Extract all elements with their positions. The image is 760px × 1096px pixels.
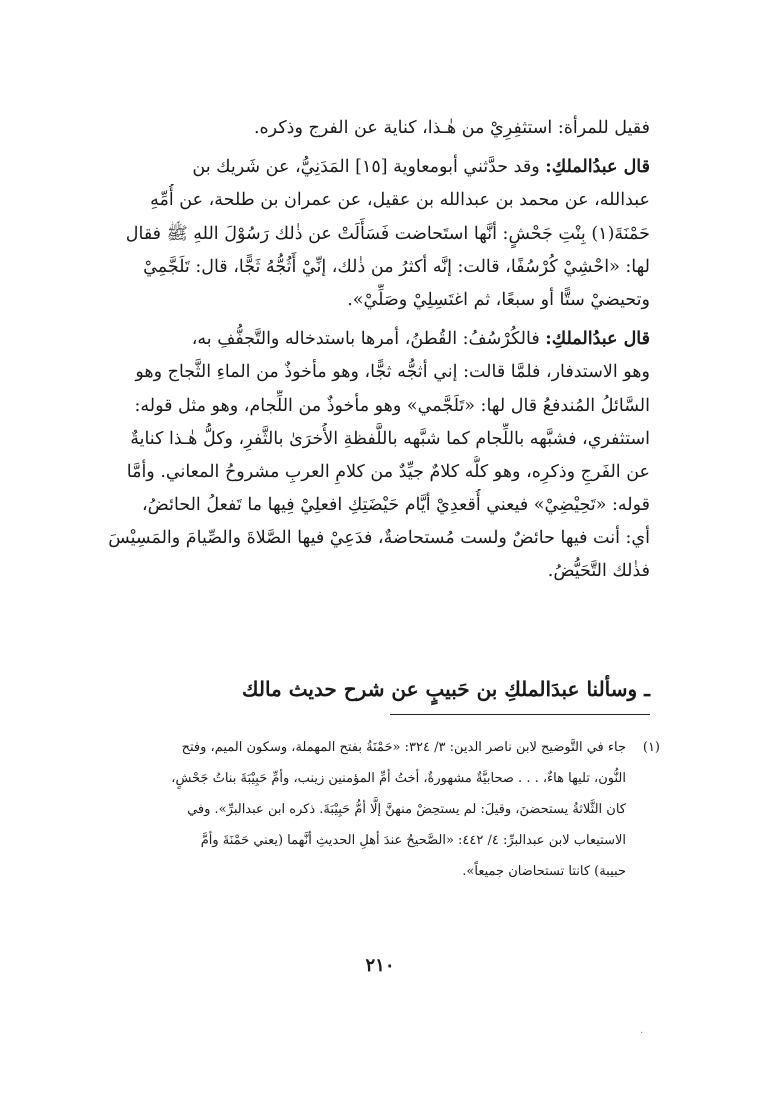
text-line: قوله: «تَحِيْضِيْ» فيعني أُقعدِيْ أيَّام حَيْضَتِكِ افعلِيْ فِيها ما تَفعلُ الحائضُ، (142, 495, 650, 516)
footnotes (104, 732, 660, 887)
footnote-line: جاء في التَّوضيح لابن ناصر الدين: ٣/ ٣٢٤: «حَمْنَةُ بفتح المهملة، وسكون الميم، وفتح (181, 740, 626, 755)
text-line: فذٰلك التَّحَيُّضُ. (547, 561, 650, 582)
text-line: لها: «احْشِيْ كُرْسُفًا، قالت: إنَّه أكثرُ من ذٰلك، إنِّيْ أَثُجُّهُ ثَجًّا، قال: تَلَجَّمِيْ (143, 256, 650, 277)
footnote-line: النُّون، تليها هاءٌ، . . . صحابيَّةٌ مشهورةٌ، أختُ أمِّ المؤمنين زينب، وأمِّ حَبِيْبَةَ بناتُ جَحْشٍ، (171, 771, 626, 786)
footnote-number: (١) (642, 740, 660, 755)
text-line: أي: أنت فيها حائضٌ ولست مُستحاضةٌ، فدَعِيْ فيها الصَّلاةَ والصِّيامَ والمَسِيْسَ (108, 528, 650, 549)
paper-speck: · (640, 1028, 644, 1039)
text-line (104, 151, 650, 184)
text-line: السَّائلُ المُندفعُ قال لها: «تَلَجَّمي» وهو مأخوذٌ من اللِّجام، وهو مثل قوله: (134, 395, 650, 416)
paragraph-2 (104, 151, 650, 317)
footnote-separator (390, 714, 650, 715)
main-text (104, 112, 650, 589)
footnote-body (104, 732, 626, 887)
paragraph-3 (104, 323, 650, 589)
footnote-line: الاستيعاب لابن عبدالبرِّ: ٤/ ٤٤٢: «الصَّحيحُ عندَ أهلِ الحديثِ أنَّهما (يعني حَمْنَةَ وأمَّ (200, 833, 626, 848)
text-line: فقيل للمرأة: استثفِرِيْ من هٰـذا، كناية عن الفرج وذكره. (253, 118, 650, 138)
text-segment: وقد حدَّثني أبومعاوية [١٥] المَدَنِيُّ، عن شَريك بن (192, 157, 540, 178)
section-heading: ـ وسألنا عبدَالملكِ بن حَبيبٍ عن شرح حديث مالك (242, 677, 650, 701)
text-line: وتحيضيْ ستًّا أو سبعًا، ثم اغتَسِلِيْ وصَلِّيْ». (347, 289, 650, 310)
text-line: حَمْنَةَ(١) بِنْتِ جَحْشٍ: أنَّها استَحاضت فَسَأَلَتْ عن ذٰلك رَسُوْلَ اللهِ ﷺ فقال (125, 223, 650, 244)
speaker-label: قال عبدُالملكِ: (545, 157, 650, 178)
text-line (104, 323, 650, 356)
text-segment: فالكُرْسُفُ: القُطنُ، أمرها باستدخاله والتَّجفُّفِ به، (191, 329, 540, 350)
page-number: ٢١٠ (365, 955, 395, 976)
text-line: عن الفَرجِ وذكرِه، وهو كلُّه كلامٌ جيِّدٌ من كلامِ العربِ مشروحُ المعاني. وأمَّا (126, 461, 650, 482)
footnote-line: كان الثَّلاثةُ يستحضنَ، وقيلَ: لم يستحِضْ منهنَّ إلَّا أمُّ حَبِيْبَةَ. ذكره ابن عبدالبرِّ». وفي (187, 802, 626, 817)
text-line: استثفري، فشبَّهه باللِّجام كما شبَّهه باللَّفظةِ الأُخرَىٰ بالثَّفرِ، وكلُّ هٰـذا كنايةٌ (130, 428, 650, 449)
speaker-label: قال عبدُالملكِ: (545, 329, 650, 350)
text-line: وهو الاستدفار، فلمَّا قالت: إني أثجُّه ثجًّا، وهو مأخوذٌ من الماءِ الثَّجاج وهو (135, 362, 650, 383)
paragraph-1 (104, 112, 650, 145)
text-line: عبدالله، عن محمد بن عبدالله بن عقيل، عن عمران بن طلحة، عن أُمِّهِ (150, 190, 650, 211)
footnote-line: حبيبة) كانتا تستحاضان جميعاً». (462, 864, 626, 879)
